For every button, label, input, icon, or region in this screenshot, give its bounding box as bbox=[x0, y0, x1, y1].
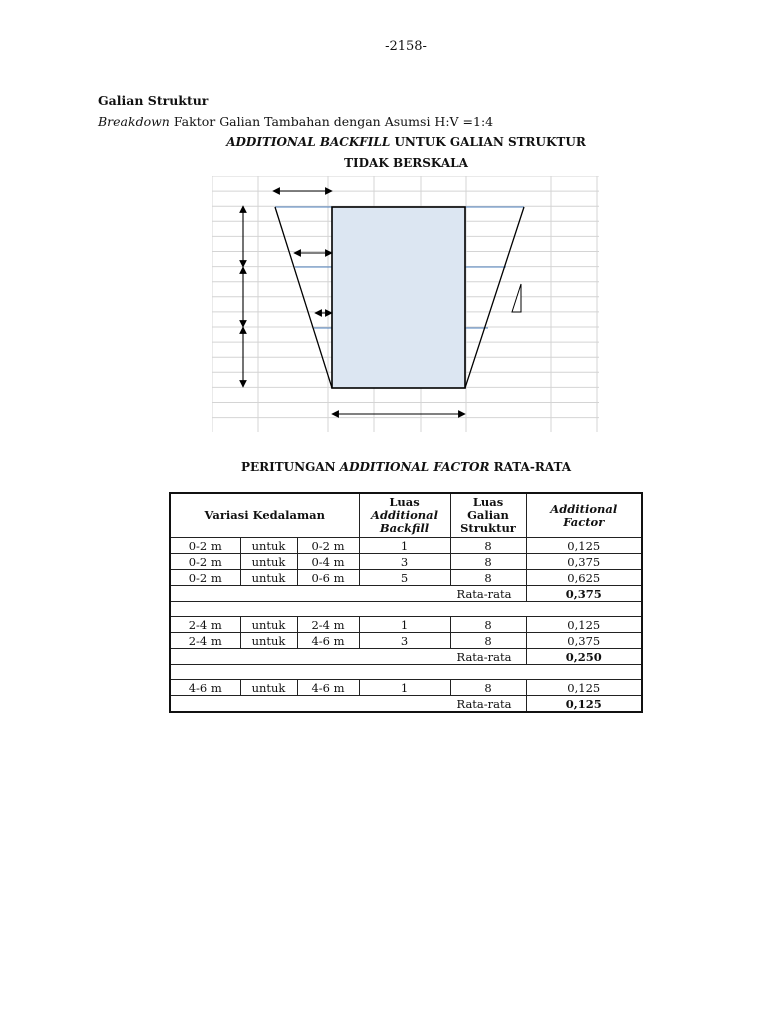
spacer-cell bbox=[170, 602, 642, 617]
average-value: 0,125 bbox=[526, 696, 642, 713]
header-luas-backfill-line3: Backfill bbox=[379, 521, 430, 535]
slope-right bbox=[465, 207, 524, 388]
table-row bbox=[170, 570, 642, 586]
subtitle bbox=[98, 114, 493, 129]
depth-to-cell: 4-6 m bbox=[297, 633, 359, 649]
luas-galian-cell: 8 bbox=[450, 617, 526, 633]
header-luas-galian-line3: Struktur bbox=[460, 521, 516, 535]
page-number: -2158- bbox=[385, 39, 427, 54]
luas-galian-cell: 8 bbox=[450, 570, 526, 586]
depth-to-cell: 0-6 m bbox=[297, 570, 359, 586]
average-value: 0,250 bbox=[526, 649, 642, 665]
depth-to-cell: 4-6 m bbox=[297, 680, 359, 696]
excavation-diagram bbox=[212, 176, 602, 436]
section-title: Galian Struktur bbox=[98, 93, 209, 108]
additional-factor-cell: 0,125 bbox=[526, 538, 642, 554]
figure-title-rest: UNTUK GALIAN STRUKTUR bbox=[390, 135, 586, 149]
additional-factor-cell: 0,375 bbox=[526, 633, 642, 649]
spacer-row bbox=[170, 665, 642, 680]
table-header-row bbox=[170, 493, 642, 538]
depth-to-cell: 0-2 m bbox=[297, 538, 359, 554]
depth-from-cell: 0-2 m bbox=[170, 538, 240, 554]
luas-backfill-cell: 1 bbox=[359, 617, 450, 633]
header-luas-galian bbox=[450, 493, 526, 538]
depth-from-cell: 0-2 m bbox=[170, 570, 240, 586]
figure-title-italic: ADDITIONAL BACKFILL bbox=[226, 135, 391, 149]
depth-from-cell: 2-4 m bbox=[170, 633, 240, 649]
additional-factor-cell: 0,625 bbox=[526, 570, 642, 586]
luas-backfill-cell: 3 bbox=[359, 554, 450, 570]
depth-to-cell: 0-4 m bbox=[297, 554, 359, 570]
conjunction-cell: untuk bbox=[240, 570, 297, 586]
luas-galian-cell: 8 bbox=[450, 554, 526, 570]
table-title bbox=[0, 460, 768, 474]
luas-backfill-cell: 5 bbox=[359, 570, 450, 586]
header-luas-backfill-line1: Luas bbox=[389, 495, 420, 509]
header-factor-line1: Additional bbox=[550, 501, 618, 516]
structure-box bbox=[332, 207, 465, 388]
header-factor-line2: Factor bbox=[563, 514, 605, 529]
table-row bbox=[170, 617, 642, 633]
conjunction-cell: untuk bbox=[240, 554, 297, 570]
additional-factor-table bbox=[169, 492, 643, 713]
subtitle-italic: Breakdown bbox=[98, 114, 170, 129]
slope-left bbox=[275, 207, 332, 388]
average-row bbox=[170, 649, 642, 665]
spacer-row bbox=[170, 602, 642, 617]
additional-factor-cell: 0,375 bbox=[526, 554, 642, 570]
table-row bbox=[170, 633, 642, 649]
header-luas-galian-line1: Luas bbox=[472, 495, 504, 509]
average-row bbox=[170, 586, 642, 602]
table-row bbox=[170, 554, 642, 570]
average-label: Rata-rata bbox=[170, 649, 526, 665]
slope-ratio-triangle bbox=[512, 284, 521, 312]
average-label: Rata-rata bbox=[170, 696, 526, 713]
average-value: 0,375 bbox=[526, 586, 642, 602]
header-variasi: Variasi Kedalaman bbox=[170, 493, 359, 538]
additional-factor-cell: 0,125 bbox=[526, 680, 642, 696]
table-title-italic: ADDITIONAL FACTOR bbox=[339, 460, 490, 474]
luas-backfill-cell: 1 bbox=[359, 680, 450, 696]
header-luas-backfill-line2: Additional bbox=[371, 508, 438, 522]
table-title-suffix: RATA-RATA bbox=[489, 460, 572, 474]
conjunction-cell: untuk bbox=[240, 538, 297, 554]
spacer-cell bbox=[170, 665, 642, 680]
average-row bbox=[170, 696, 642, 713]
luas-backfill-cell: 1 bbox=[359, 538, 450, 554]
figure-title bbox=[0, 135, 768, 149]
table-row bbox=[170, 680, 642, 696]
conjunction-cell: untuk bbox=[240, 680, 297, 696]
luas-galian-cell: 8 bbox=[450, 633, 526, 649]
luas-backfill-cell: 3 bbox=[359, 633, 450, 649]
average-label: Rata-rata bbox=[170, 586, 526, 602]
luas-galian-cell: 8 bbox=[450, 680, 526, 696]
table-title-prefix: PERITUNGAN bbox=[240, 460, 340, 474]
subtitle-rest: Faktor Galian Tambahan dengan Asumsi H:V =1:4 bbox=[169, 114, 494, 129]
depth-from-cell: 0-2 m bbox=[170, 554, 240, 570]
depth-from-cell: 2-4 m bbox=[170, 617, 240, 633]
depth-to-cell: 2-4 m bbox=[297, 617, 359, 633]
table-row bbox=[170, 538, 642, 554]
figure-scale-note: TIDAK BERSKALA bbox=[344, 156, 468, 170]
depth-from-cell: 4-6 m bbox=[170, 680, 240, 696]
header-luas-galian-line2: Galian bbox=[467, 508, 509, 522]
header-additional-factor bbox=[526, 493, 642, 538]
additional-factor-cell: 0,125 bbox=[526, 617, 642, 633]
header-luas-backfill bbox=[359, 493, 450, 538]
conjunction-cell: untuk bbox=[240, 617, 297, 633]
conjunction-cell: untuk bbox=[240, 633, 297, 649]
luas-galian-cell: 8 bbox=[450, 538, 526, 554]
